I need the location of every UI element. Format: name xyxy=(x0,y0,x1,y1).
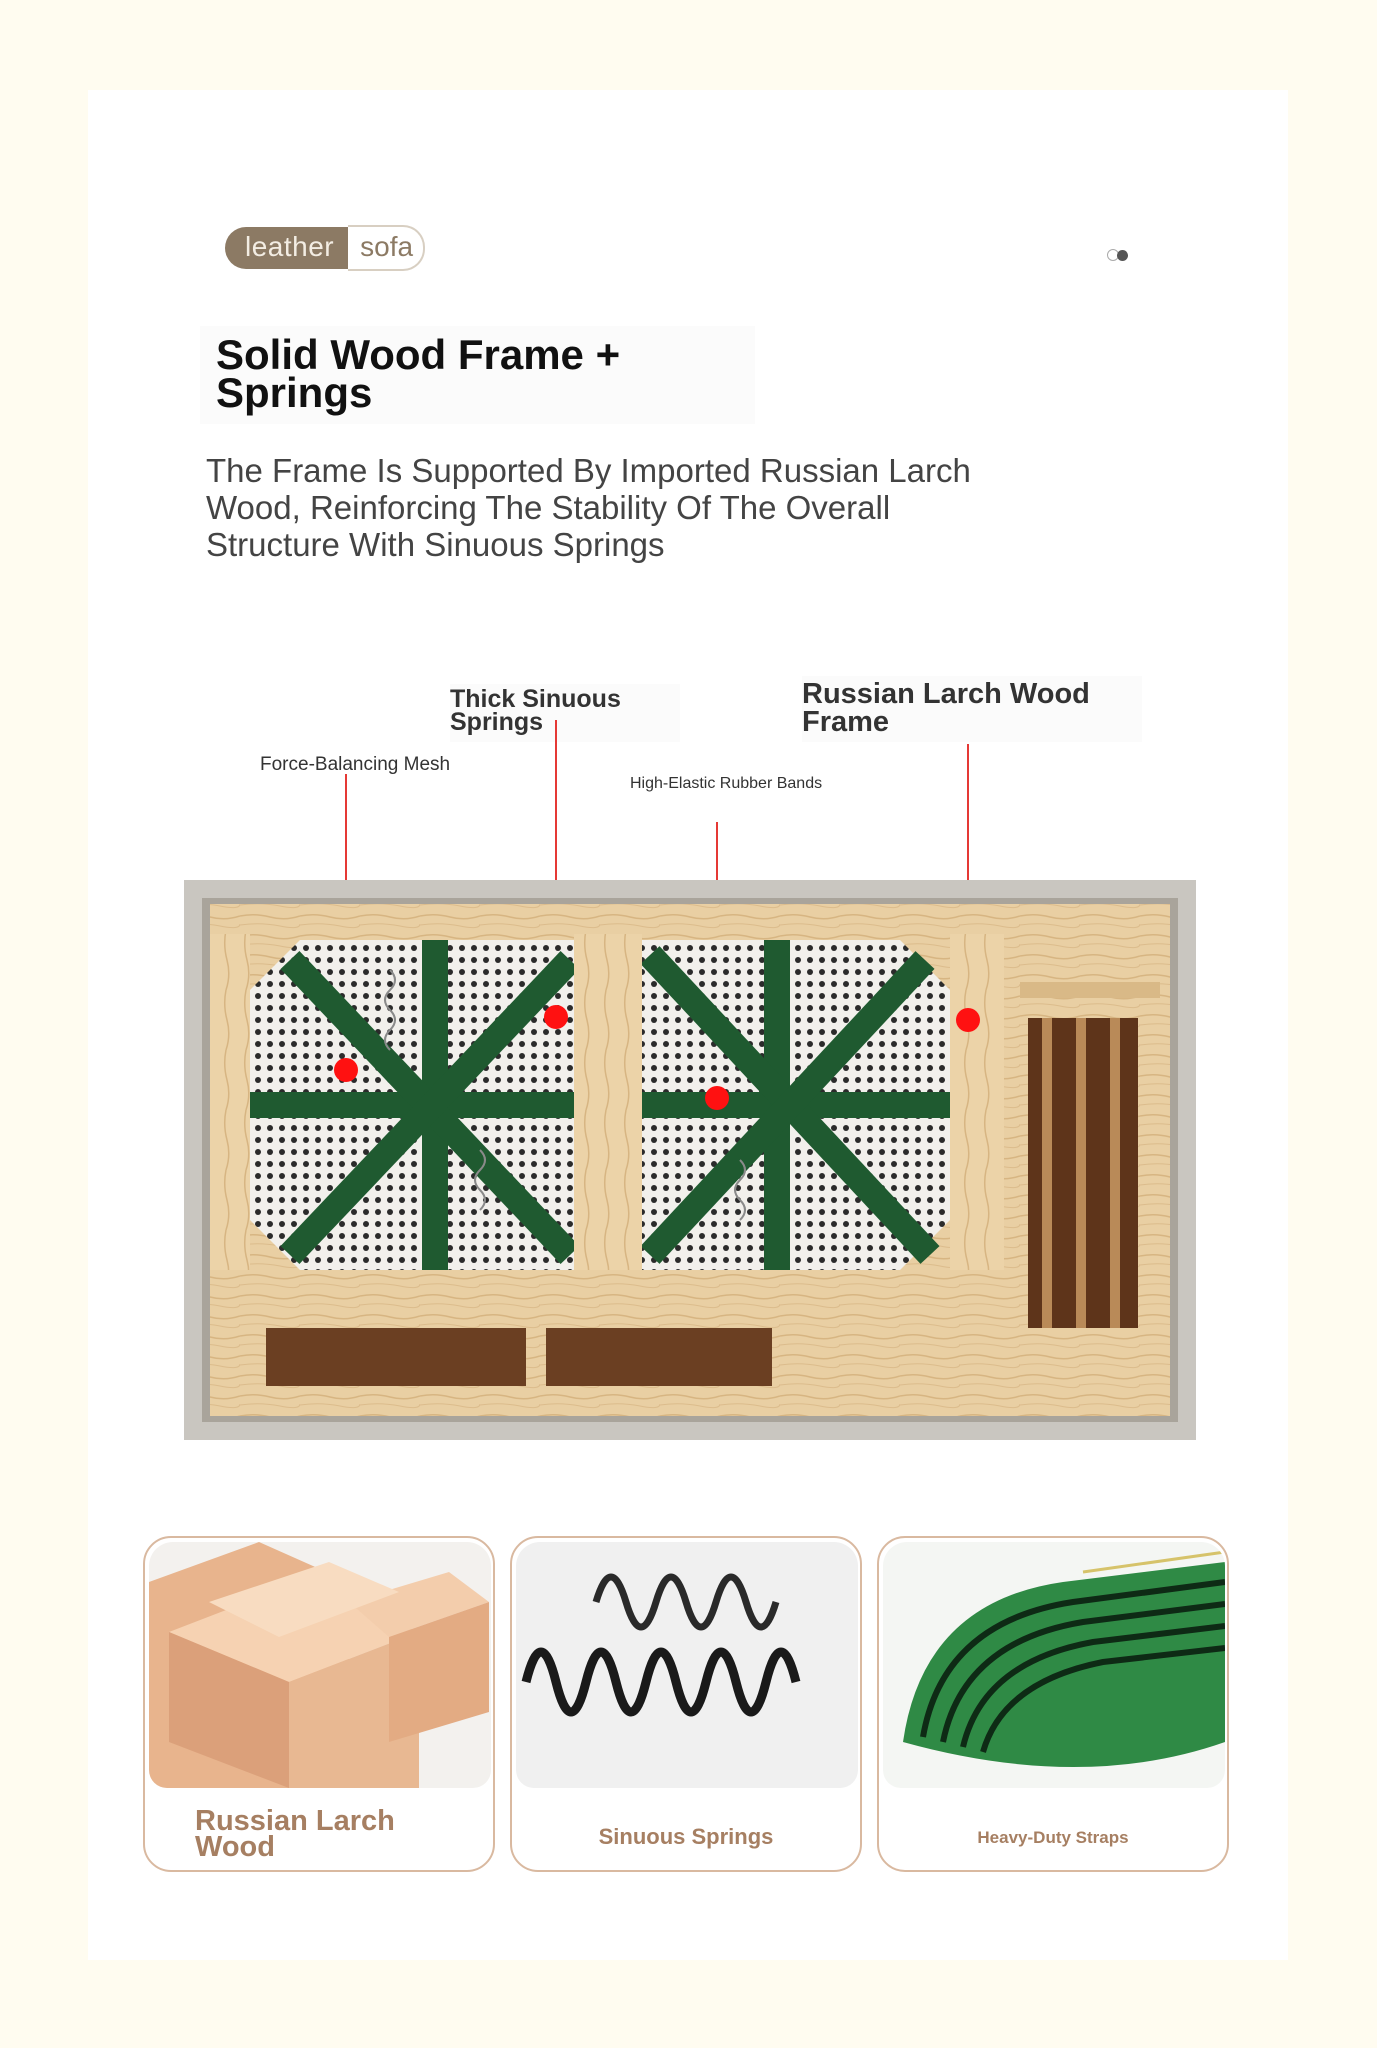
spring-coil-icon xyxy=(516,1542,858,1788)
page-title: Solid Wood Frame + Springs xyxy=(200,326,755,424)
brand-right: sofa xyxy=(348,225,425,271)
frame-diagram xyxy=(180,870,1200,1440)
page-subtitle: The Frame Is Supported By Imported Russian Larch Wood, Reinforcing The Stability Of The Overall Structure With Sinuous Springs xyxy=(206,452,971,563)
feature-label-wood: Russian Larch Wood xyxy=(195,1805,395,1863)
webbing-roll-icon xyxy=(883,1542,1225,1788)
feature-card-springs xyxy=(510,1536,862,1872)
feature-label-straps: Heavy-Duty Straps xyxy=(977,1828,1129,1847)
callout-mesh: Force-Balancing Mesh xyxy=(260,754,451,775)
brand-left: leather xyxy=(225,227,348,269)
wood-blocks-icon xyxy=(149,1542,491,1788)
feature-card-wood xyxy=(143,1536,495,1872)
callout-larch-frame: Russian Larch Wood Frame xyxy=(802,676,1142,742)
callout-rubber-bands: High-Elastic Rubber Bands xyxy=(630,775,823,792)
callout-thick-springs: Thick Sinuous Springs xyxy=(450,684,680,742)
feature-card-straps xyxy=(877,1536,1229,1872)
feature-label-springs: Sinuous Springs xyxy=(598,1824,774,1849)
